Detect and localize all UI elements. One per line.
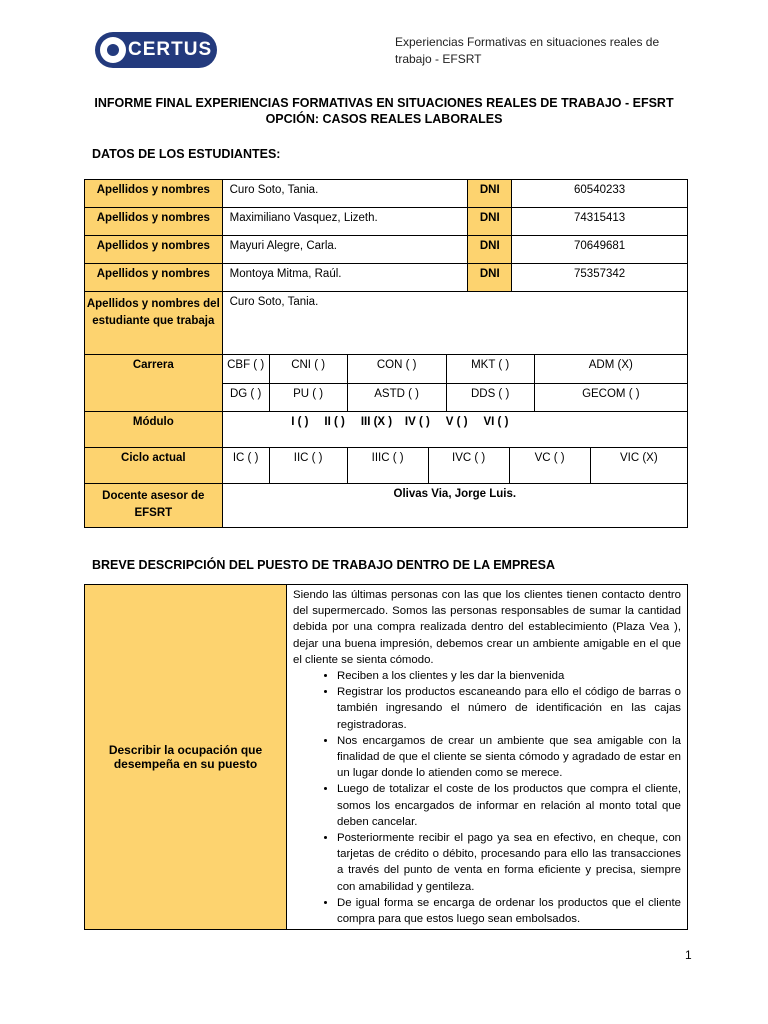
carrera-option: GECOM ( ) (534, 384, 687, 411)
header-title: Experiencias Formativas en situaciones reales de trabajo - EFSRT (395, 35, 660, 66)
carrera-option: ADM (X) (534, 355, 687, 383)
job-description-content (287, 585, 688, 930)
worker-row (85, 292, 688, 355)
modulo-value: I ( ) II ( ) III (X ) IV ( ) V ( ) VI ( ) (222, 412, 687, 448)
student-label: Apellidos y nombres (85, 208, 223, 236)
logo-ring-icon (100, 37, 126, 63)
carrera-label: Carrera (85, 355, 223, 412)
page-number: 1 (685, 948, 692, 962)
list-item: • De igual forma se encarga de ordenar los productos que el cliente compra para que estos luego sean embolsados. (337, 895, 681, 927)
ciclo-option: VC ( ) (509, 448, 590, 483)
job-description-table (84, 584, 688, 930)
student-name: Mayuri Alegre, Carla. (222, 236, 468, 264)
dni-label: DNI (468, 208, 512, 236)
worker-label: Apellidos y nombres del estudiante que trabaja (85, 292, 223, 355)
carrera-option: CON ( ) (347, 355, 446, 383)
carrera-option: MKT ( ) (446, 355, 534, 383)
dni-label: DNI (468, 236, 512, 264)
carrera-option: CNI ( ) (269, 355, 347, 383)
ciclo-option: IVC ( ) (428, 448, 509, 483)
ciclo-option: VIC (X) (590, 448, 687, 483)
dni-value: 75357342 (512, 264, 688, 292)
docente-row (85, 484, 688, 528)
student-label: Apellidos y nombres (85, 180, 223, 208)
carrera-option: DG ( ) (229, 388, 262, 400)
list-item: • Luego de totalizar el coste de los productos que compra el cliente, somos los encargados de informar en relación al monto total que deben cancelar. (337, 781, 681, 830)
student-name: Maximiliano Vasquez, Lizeth. (222, 208, 468, 236)
dni-label: DNI (468, 180, 512, 208)
carrera-option: ASTD ( ) (347, 384, 446, 411)
job-intro: Siendo las últimas personas con las que los clientes tienen contacto dentro del supermercado. Somos las personas responsables de sumar la cantidad debida por una compra realizada dentro del establecimiento (Plaza Vea ), dejar una buena impresión, debemos crear un ambiente amigable en el que el cliente se sienta cómodo. (293, 589, 681, 666)
docente-value: Olivas Via, Jorge Luis. (222, 484, 687, 528)
dni-label: DNI (468, 264, 512, 292)
logo-text: CERTUS (128, 39, 213, 60)
carrera-options-row2 (223, 384, 687, 411)
ciclo-option: IIIC ( ) (347, 448, 428, 483)
modulo-label: Módulo (85, 412, 223, 448)
carrera-options-row1 (223, 355, 687, 383)
worker-name: Curo Soto, Tania. (222, 292, 687, 355)
job-heading: BREVE DESCRIPCIÓN DEL PUESTO DE TRABAJO DENTRO DE LA EMPRESA (92, 558, 556, 572)
dni-value: 70649681 (512, 236, 688, 264)
carrera-option: DDS ( ) (446, 384, 534, 411)
student-row (85, 236, 688, 264)
list-item: • Posteriormente recibir el pago ya sea en efectivo, en cheque, con tarjetas de crédito o débito, procesando para ello las transacciones a través del punto de venta en forma eficiente y precisa, siempre con amabilidad y gentileza. (337, 830, 681, 895)
ciclo-option: IIC ( ) (269, 448, 347, 483)
dni-value: 74315413 (512, 208, 688, 236)
student-label: Apellidos y nombres (85, 264, 223, 292)
student-row (85, 264, 688, 292)
report-title: INFORME FINAL EXPERIENCIAS FORMATIVAS EN SITUACIONES REALES DE TRABAJO - EFSRT (94, 96, 674, 110)
dni-value: 60540233 (512, 180, 688, 208)
ciclo-options (223, 448, 687, 483)
student-name: Montoya Mitma, Raúl. (222, 264, 468, 292)
list-item: • Registrar los productos escaneando para ello el código de barras o también ingresando el número de identificación en las cajas registradoras. (337, 684, 681, 733)
list-item: • Nos encargamos de crear un ambiente que sea amigable con la finalidad de que el cliente se sienta cómodo y agradado de estar en un lugar donde lo atienden como se merece. (337, 733, 681, 782)
docente-label: Docente asesor de EFSRT (85, 484, 223, 528)
carrera-row (85, 355, 688, 384)
report-subtitle: OPCIÓN: CASOS REALES LABORALES (265, 112, 503, 126)
modulo-row (85, 412, 688, 448)
carrera-option: CBF ( ) (227, 359, 265, 371)
students-heading: DATOS DE LOS ESTUDIANTES: (92, 147, 281, 161)
job-description-label: Describir la ocupación que desempeña en su puesto (85, 585, 287, 930)
student-row (85, 208, 688, 236)
list-item: • Reciben a los clientes y les dar la bienvenida (337, 668, 681, 684)
job-duties-list (293, 668, 681, 927)
student-row (85, 180, 688, 208)
student-name: Curo Soto, Tania. (222, 180, 468, 208)
ciclo-option: IC ( ) (232, 452, 259, 464)
ciclo-row (85, 448, 688, 484)
ciclo-label: Ciclo actual (85, 448, 223, 484)
students-table (84, 179, 688, 528)
certus-logo (95, 32, 217, 68)
student-label: Apellidos y nombres (85, 236, 223, 264)
carrera-option: PU ( ) (269, 384, 347, 411)
